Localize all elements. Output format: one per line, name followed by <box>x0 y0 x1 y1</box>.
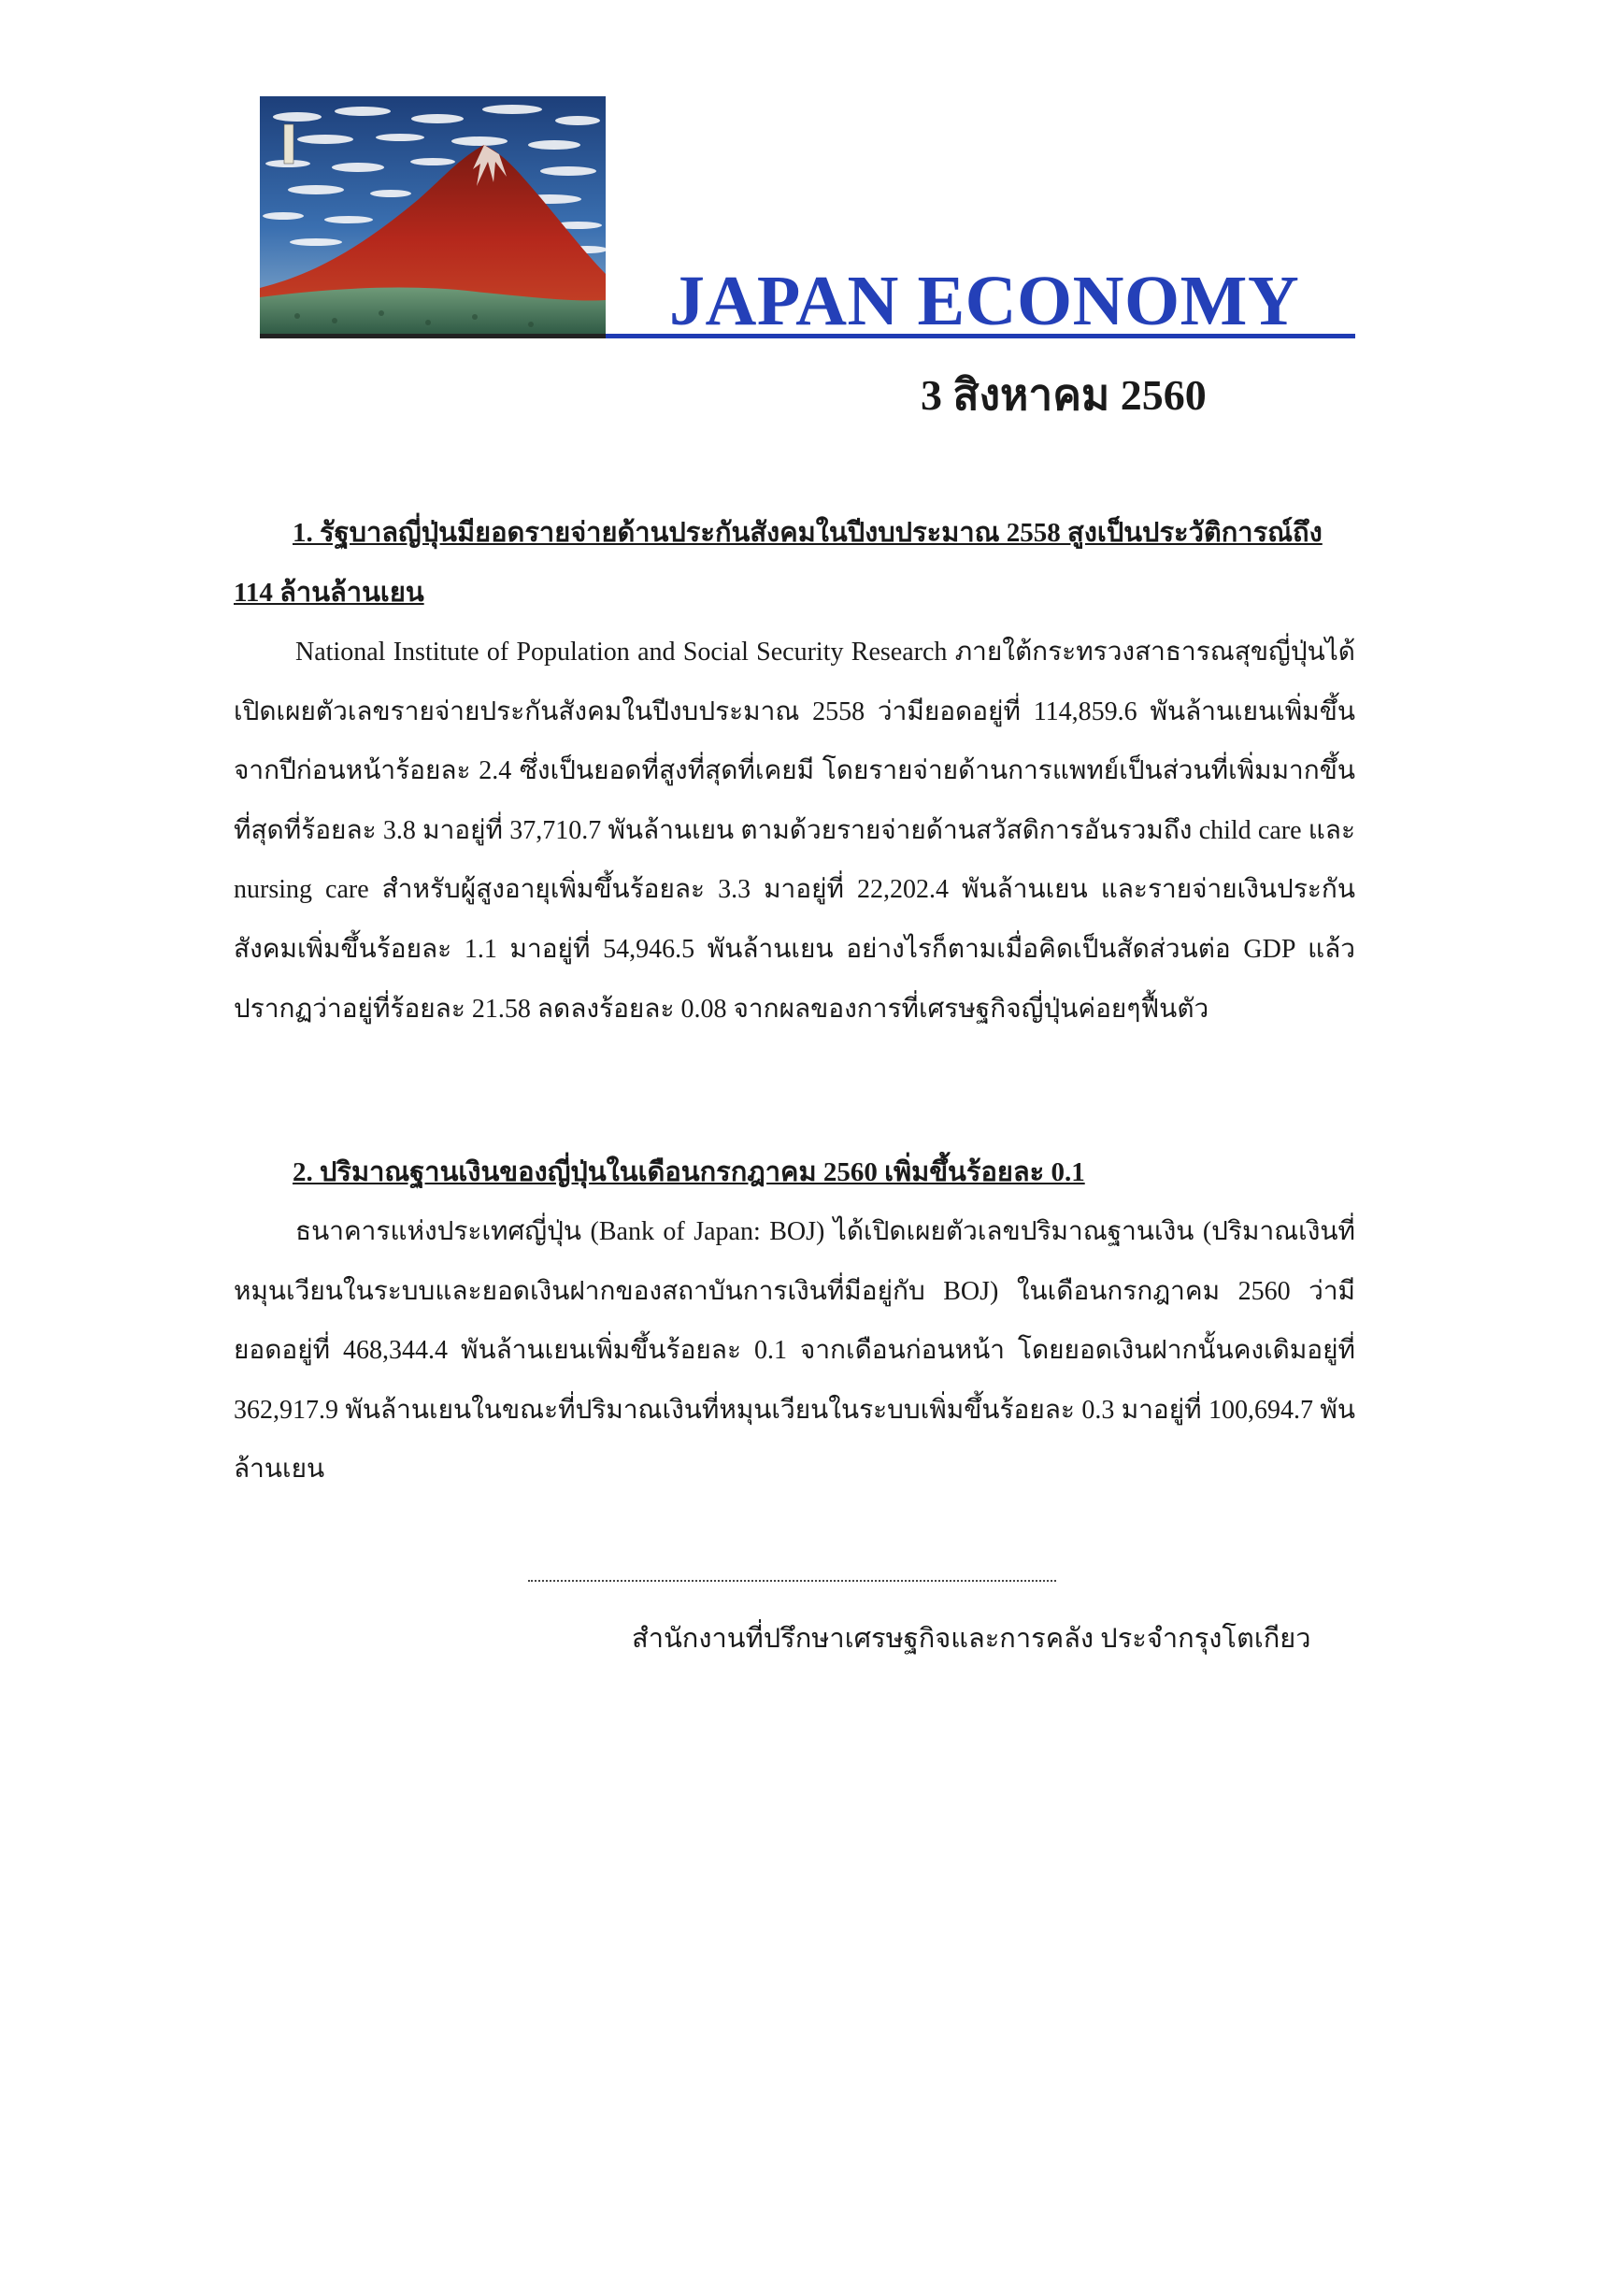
section-heading: 2. ปริมาณฐานเงินของญี่ปุ่นในเดือนกรกฎาคม 2560 เพิ่มขึ้นร้อยละ 0.1 <box>293 1157 1085 1187</box>
document-title: JAPAN ECONOMY <box>669 262 1300 340</box>
office-signature: สำนักงานที่ปรึกษาเศรษฐกิจและการคลัง ประจำกรุงโตเกียว <box>632 1624 1311 1654</box>
section-body: ธนาคารแห่งประเทศญี่ปุ่น (Bank of Japan: BOJ) ได้เปิดเผยตัวเลขปริมาณฐานเงิน (ปริมาณเงินที่หมุนเวียนในระบบและยอดเงินฝากของสถาบันการเงินที่มีอยู่กับ BOJ) ในเดือนกรกฎาคม 2560 ว่ามียอดอยู่ที่ 468,344.4 พันล้านเยนเพิ่มขึ้นร้อยละ 0.1 จากเดือนก่อนหน้า โดยยอดเงินฝากนั้นคงเดิมอยู่ที่ 362,917.9 พันล้านเยนในขณะที่ปริมาณเงินที่หมุนเวียนในระบบเพิ่มขึ้นร้อยละ 0.3 มาอยู่ที่ 100,694.7 พันล้านเยน <box>234 1217 1355 1485</box>
document-date: 3 สิงหาคม 2560 <box>921 371 1207 419</box>
fuji-print-illustration <box>260 96 606 335</box>
section-1 <box>234 503 1355 1039</box>
section-heading: 1. รัฐบาลญี่ปุ่นมียอดรายจ่ายด้านประกันสังคมในปีงบประมาณ 2558 สูงเป็นประวัติการณ์ถึง 114 ล้านล้านเยน <box>234 518 1323 608</box>
header-image <box>260 96 606 335</box>
section-body: National Institute of Population and Social Security Research ภายใต้กระทรวงสาธารณสุขญี่ปุ่นได้เปิดเผยตัวเลขรายจ่ายประกันสังคมในปีงบประมาณ 2558 ว่ามียอดอยู่ที่ 114,859.6 พันล้านเยนเพิ่มขึ้นจากปีก่อนหน้าร้อยละ 2.4 ซึ่งเป็นยอดที่สูงที่สุดที่เคยมี โดยรายจ่ายด้านการแพทย์เป็นส่วนที่เพิ่มมากขึ้นที่สุดที่ร้อยละ 3.8 มาอยู่ที่ 37,710.7 พันล้านเยน ตามด้วยรายจ่ายด้านสวัสดิการอันรวมถึง child care และ nursing care สำหรับผู้สูงอายุเพิ่มขึ้นร้อยละ 3.3 มาอยู่ที่ 22,202.4 พันล้านเยน และรายจ่ายเงินประกันสังคมเพิ่มขึ้นร้อยละ 1.1 มาอยู่ที่ 54,946.5 พันล้านเยน อย่างไรก็ตามเมื่อคิดเป็นสัดส่วนต่อ GDP แล้วปรากฏว่าอยู่ที่ร้อยละ 21.58 ลดลงร้อยละ 0.08 จากผลของการที่เศรษฐกิจญี่ปุ่นค่อยๆฟื้นตัว <box>234 638 1355 1024</box>
signature-line <box>528 1571 1056 1582</box>
section-2 <box>234 1142 1355 1500</box>
